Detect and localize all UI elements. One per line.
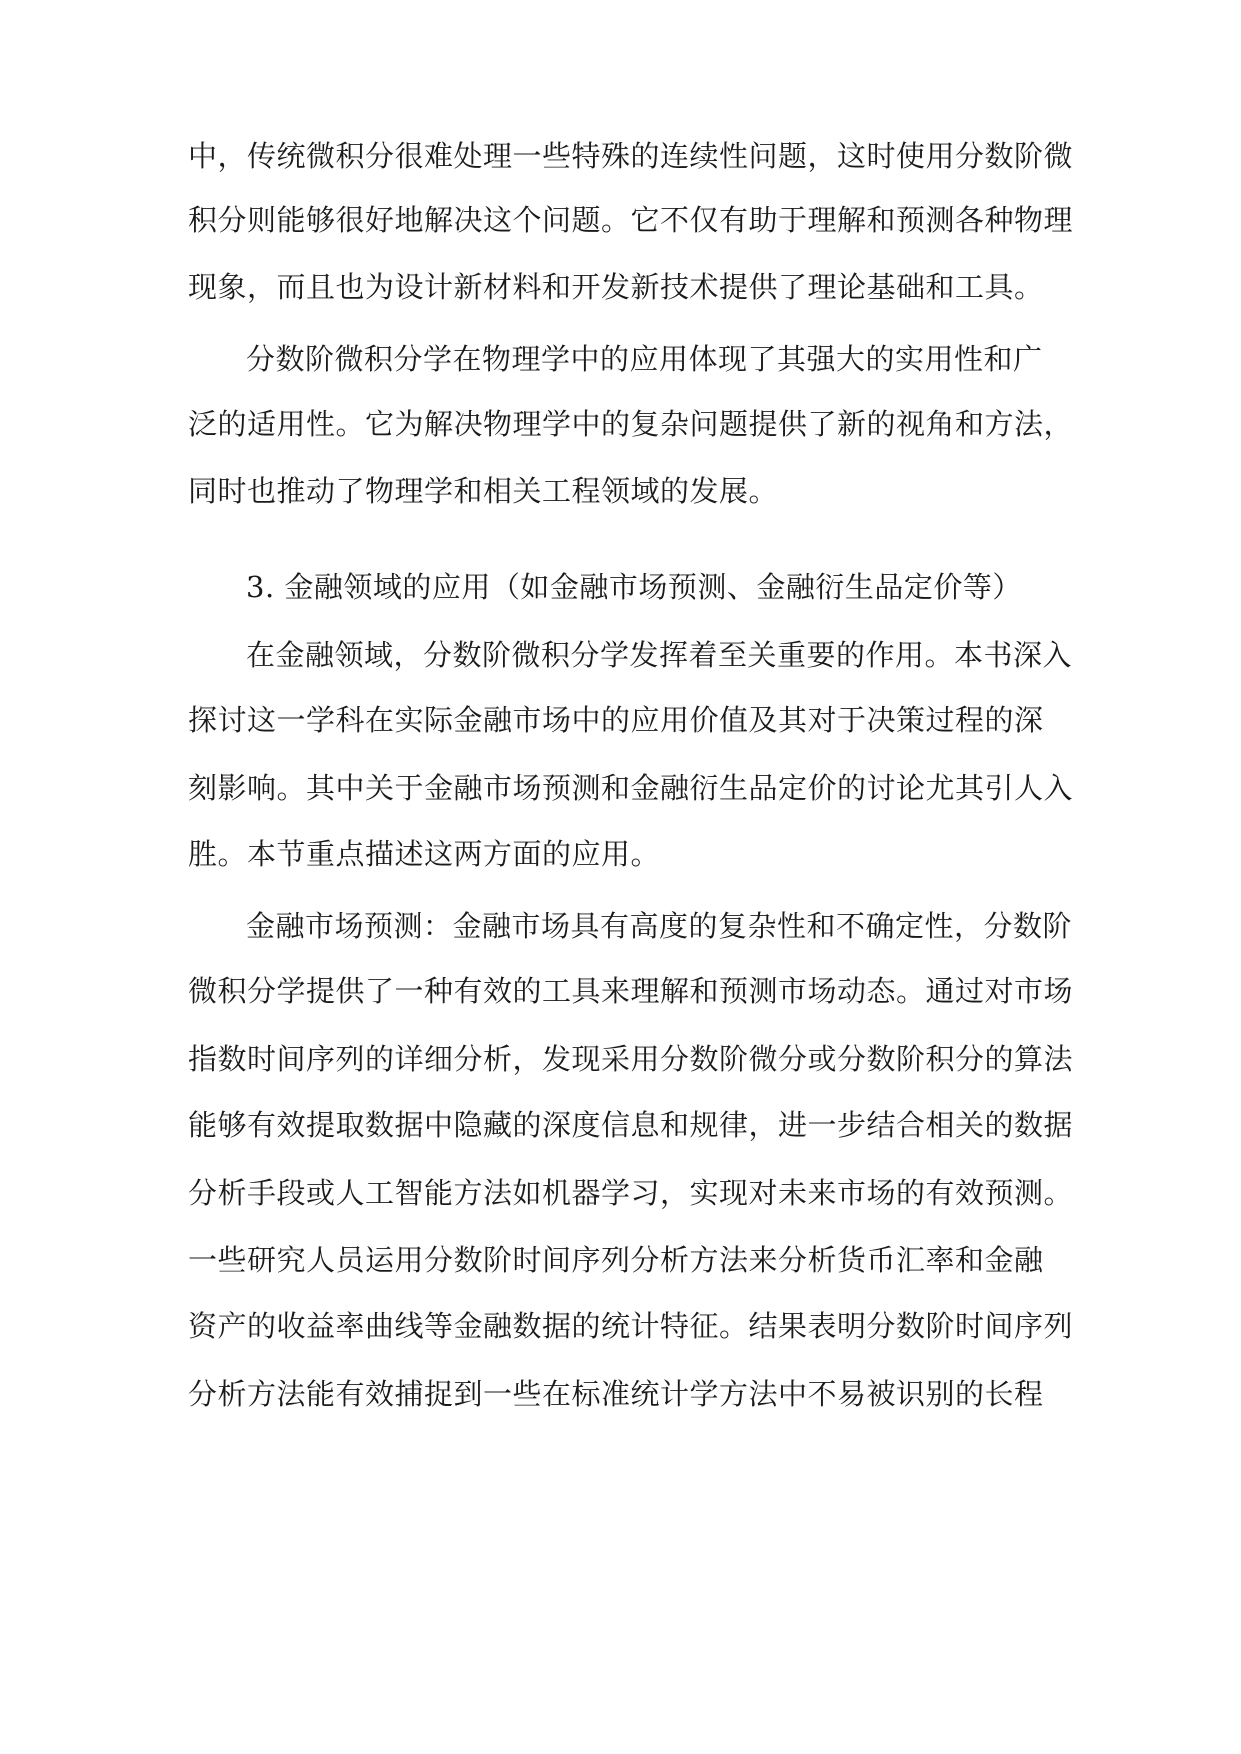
paragraph-line: 泛的适用性。它为解决物理学中的复杂问题提供了新的视角和方法， [188, 407, 1074, 441]
paragraph-line: 一些研究人员运用分数阶时间序列分析方法来分析货币汇率和金融 [188, 1243, 1044, 1277]
paragraph-line: 胜。本节重点描述这两方面的应用。 [188, 837, 661, 871]
paragraph-line: 能够有效提取数据中隐藏的深度信息和规律，进一步结合相关的数据 [188, 1108, 1074, 1142]
paragraph-line: 中，传统微积分很难处理一些特殊的连续性问题，这时使用分数阶微 [188, 139, 1074, 173]
paragraph-line: 指数时间序列的详细分析，发现采用分数阶微分或分数阶积分的算法 [188, 1042, 1074, 1076]
paragraph-line: 资产的收益率曲线等金融数据的统计特征。结果表明分数阶时间序列 [188, 1309, 1074, 1343]
paragraph-line: 分析手段或人工智能方法如机器学习，实现对未来市场的有效预测。 [188, 1176, 1074, 1210]
paragraph-line: 积分则能够很好地解决这个问题。它不仅有助于理解和预测各种物理 [188, 203, 1074, 237]
section-heading: 3. 金融领域的应用（如金融市场预测、金融衍生品定价等） [246, 570, 1022, 604]
paragraph-line: 现象，而且也为设计新材料和开发新技术提供了理论基础和工具。 [188, 270, 1044, 304]
paragraph-line: 探讨这一学科在实际金融市场中的应用价值及其对于决策过程的深 [188, 703, 1044, 737]
paragraph-line: 分数阶微积分学在物理学中的应用体现了其强大的实用性和广 [246, 342, 1043, 376]
paragraph-line: 分析方法能有效捕捉到一些在标准统计学方法中不易被识别的长程 [188, 1377, 1044, 1411]
paragraph-line: 同时也推动了物理学和相关工程领域的发展。 [188, 474, 779, 508]
paragraph-line: 刻影响。其中关于金融市场预测和金融衍生品定价的讨论尤其引人入 [188, 771, 1074, 805]
paragraph-line: 微积分学提供了一种有效的工具来理解和预测市场动态。通过对市场 [188, 974, 1074, 1008]
paragraph-line: 在金融领域，分数阶微积分学发挥着至关重要的作用。本书深入 [246, 638, 1073, 672]
paragraph-line: 金融市场预测：金融市场具有高度的复杂性和不确定性，分数阶 [246, 909, 1073, 943]
